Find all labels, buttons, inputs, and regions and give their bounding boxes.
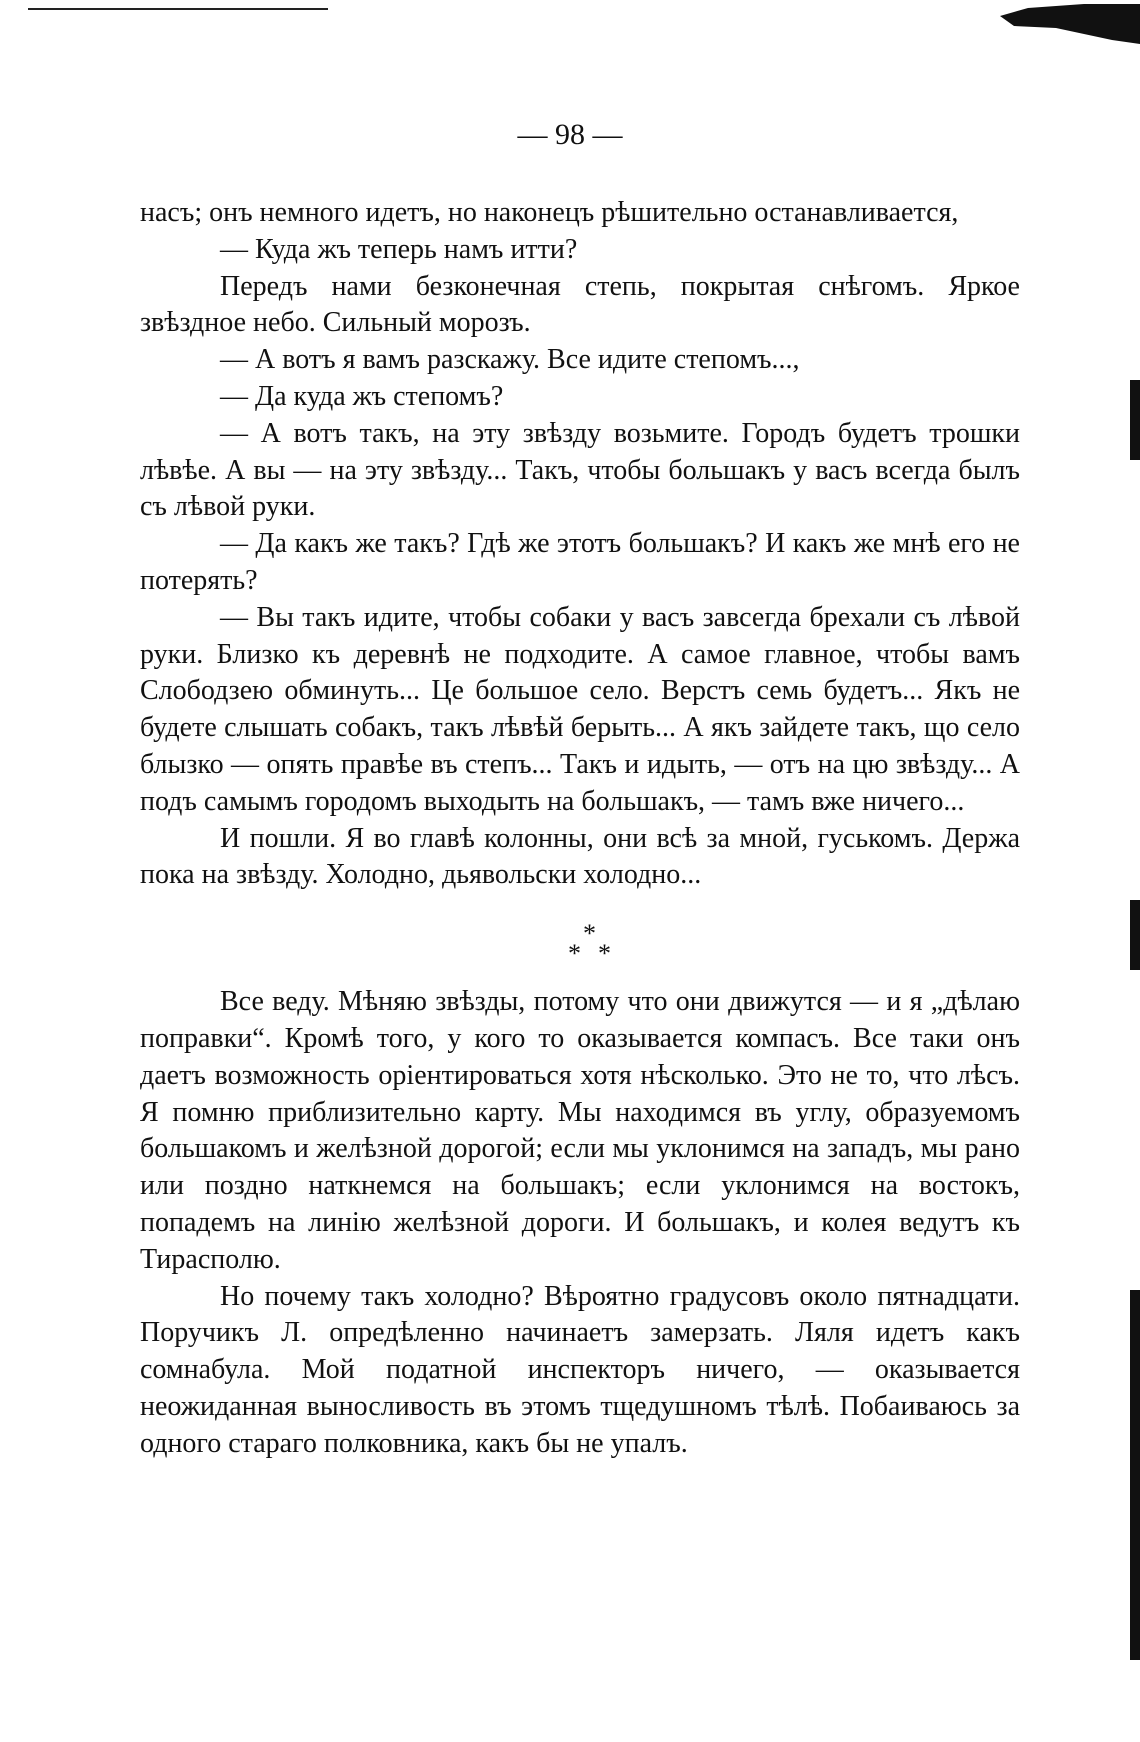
scan-rule-line	[28, 8, 328, 10]
scan-edge-mark	[1130, 900, 1140, 970]
scan-edge-mark	[1130, 380, 1140, 460]
asterisk: *	[598, 939, 611, 969]
paragraph: Но почему такъ холодно? Вѣроятно градусовъ около пятнадцати. Поручикъ Л. опредѣленно начинаетъ замерзать. Ляля идетъ какъ сомнабула. Мой податной инспекторъ ничего, — оказывается неожиданная выносливость въ этомъ тщедушномъ тѣлѣ. Побаиваюсь за одного стараго полковника, какъ бы не упалъ.	[140, 1280, 1020, 1459]
scan-ink-blot	[1000, 4, 1140, 44]
paragraph: И пошли. Я во главѣ колонны, они всѣ за мной, гуськомъ. Держа пока на звѣзду. Холодно, дьявольски холодно...	[140, 822, 1020, 891]
paragraph: насъ; онъ немного идетъ, но наконецъ рѣшительно останавливается,	[140, 197, 959, 228]
paragraph: — Куда жъ теперь намъ итти?	[220, 233, 578, 265]
page-number: — 98 —	[517, 118, 623, 151]
scan-edge-mark	[1130, 1290, 1140, 1660]
asterisk: *	[583, 919, 596, 949]
paragraph: — Да какъ же такъ? Гдѣ же этотъ большакъ? И какъ же мнѣ его не потерять?	[140, 528, 1020, 596]
paragraph: — А вотъ такъ, на эту звѣзду возьмите. Городъ будетъ трошки лѣвѣе. А вы — на эту звѣзду... Такъ, чтобы большакъ у васъ всегда былъ съ лѣвой руки.	[140, 417, 1020, 523]
scan-artifact-top	[0, 4, 1140, 18]
section-break-asterism	[140, 914, 1020, 976]
paragraph: Передъ нами безконечная степь, покрытая снѣгомъ. Яркое звѣздное небо. Сильный морозъ.	[140, 270, 1020, 339]
asterisk: *	[568, 939, 581, 969]
paragraph: Все веду. Мѣняю звѣзды, потому что они движутся — и я „дѣлаю поправки“. Кромѣ того, у кого то оказывается компасъ. Все таки онъ даетъ возможность оріентироваться хотя нѣсколько. Это не то, что лѣсъ. Я помню приблизительно карту. Мы находимся въ углу, образуемомъ большакомъ и желѣзной дорогой; если мы уклонимся на западъ, мы рано или поздно наткнемся на большакъ; если уклонимся на востокъ, попадемъ на линію желѣзной дороги. И большакъ, и колея ведутъ къ Тирасполю.	[140, 986, 1020, 1275]
body-text	[140, 195, 1020, 1463]
paragraph: — Вы такъ идите, чтобы собаки у васъ завсегда брехали съ лѣвой руки. Близко къ деревнѣ не подходите. А самое главное, чтобы вамъ Слободзею обминуть... Це большое село. Верстъ семь будетъ... Якъ не будете слышать собакъ, такъ лѣвѣй берыть... А якъ зайдете такъ, що село блызко — опять правѣе въ степъ... Такъ и идыть, — отъ на цю звѣзду... А подъ самымъ городомъ выходыть на большакъ, — тамъ вже ничего...	[140, 601, 1020, 817]
paragraph: — А вотъ я вамъ разскажу. Все идите степомъ...,	[220, 344, 800, 376]
paragraph: — Да куда жъ степомъ?	[220, 380, 504, 412]
